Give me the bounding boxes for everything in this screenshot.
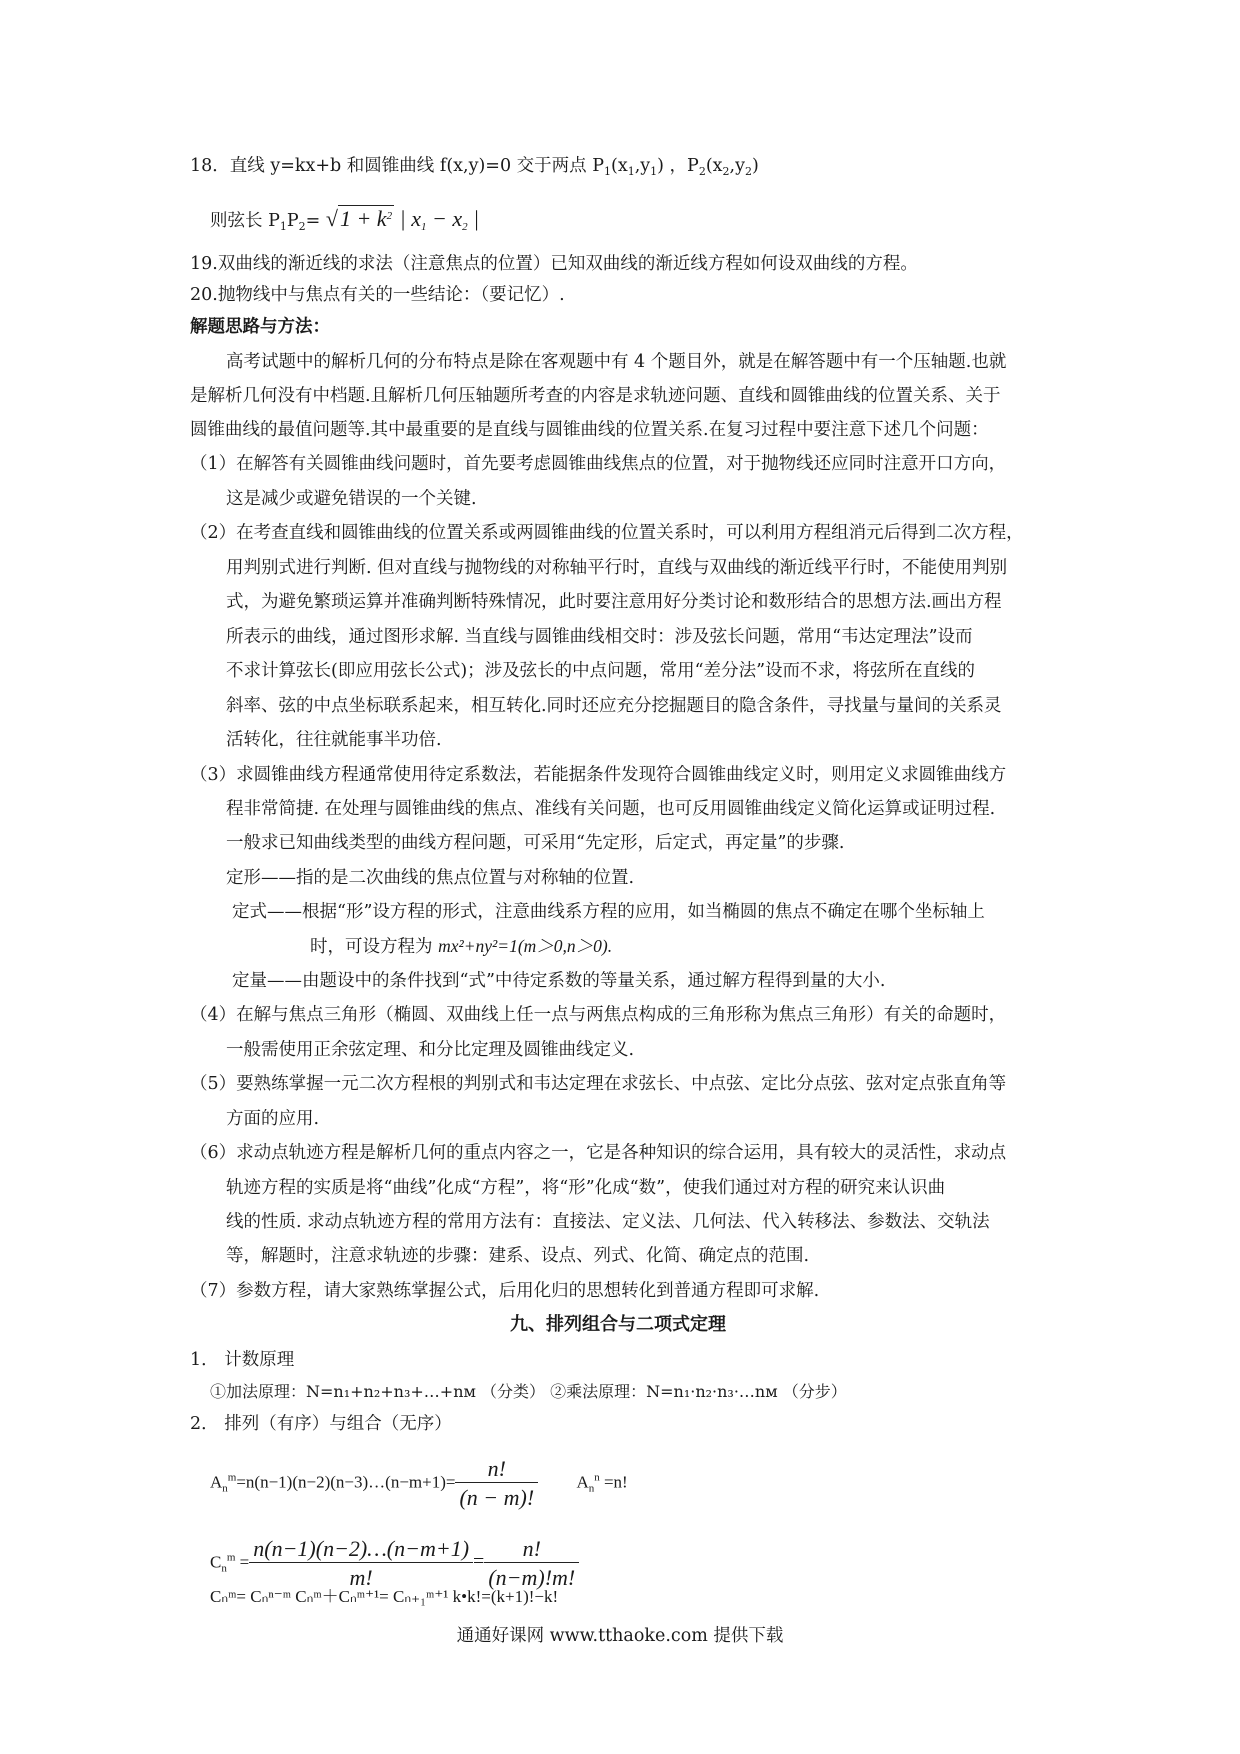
numerator: n! [522,1536,541,1561]
text-fragment: A [210,1472,223,1492]
item-19: 19.双曲线的渐近线的求法（注意焦点的位置）已知双曲线的渐近线方程如何设双曲线的方程。 [190,254,918,274]
method-heading: 解题思路与方法： [190,317,330,337]
text-fragment: P [286,211,299,231]
text-fragment: (x [705,156,723,176]
subscript: 2 [722,165,730,178]
text-fragment: ) [751,156,759,176]
point-4-line: 一般需使用正余弦定理、和分比定理及圆锥曲线定义. [226,1040,635,1060]
counting-principle-heading: 1． 计数原理 [190,1350,295,1370]
point-3-line: 定式——根据“形”设方程的形式，注意曲线系方程的应用，如当椭圆的焦点不确定在哪个坐标轴上 [232,902,985,922]
point-2-line: 活转化，往往就能事半功倍. [226,730,442,750]
subscript: 1 [420,221,427,233]
point-3-line: 一般求已知曲线类型的曲线方程问题，可采用“先定形，后定式，再定量”的步骤. [226,833,845,853]
point-3-line: 定形——指的是二次曲线的焦点位置与对称轴的位置. [226,868,635,888]
chord-length-formula [210,200,479,243]
numerator: n(n−1)(n−2)…(n−m+1) [253,1536,470,1561]
point-2-line: （2）在考查直线和圆锥曲线的位置关系或两圆锥曲线的位置关系时，可以利用方程组消元后得到二次方程， [190,523,1024,543]
text-fragment: | x [399,206,421,231]
page-footer: 通通好课网 www.tthaoke.com 提供下载 [456,1626,784,1646]
superscript: n [594,1471,600,1484]
subscript: n [588,1482,595,1495]
combination-fraction-1 [249,1536,473,1591]
point-2-line: 式，为避免繁琐运算并准确判断特殊情况，此时要注意用好分类讨论和数形结合的思想方法.画出方程 [226,592,1002,612]
sqrt-symbol: $√1 + k^2$ [325,206,393,231]
subscript: 2 [462,221,468,233]
counting-principle-formula: ①加法原理：N=n₁+n₂+n₃+…+nм （分类） ②乘法原理：N=n₁·n₂·n₃·…nм （分步） [210,1382,847,1401]
denominator: m! [249,1562,473,1591]
subscript: 2 [744,165,752,178]
text-fragment: = [473,1550,485,1573]
point-5-line: 方面的应用. [226,1109,320,1129]
text-fragment: ) ，P [657,156,699,176]
combination-identities: Cₙᵐ= Cₙⁿ⁻ᵐ Cₙᵐ＋Cₙᵐ⁺¹= Cₙ₊₁ᵐ⁺¹ k•k!=(k+1)!−k! [210,1587,559,1606]
subscript: 2 [298,220,306,233]
superscript: m [226,1551,236,1564]
numerator: n! [487,1456,506,1481]
permutation-heading: 2． 排列（有序）与组合（无序） [190,1414,452,1434]
text-fragment: (x [611,156,628,176]
radicand [338,205,394,231]
point-5-line: （5）要熟练掌握一元二次方程根的判别式和韦达定理在求弦长、中点弦、定比分点弦、弦对定点张直角等 [190,1074,1007,1094]
point-6-line: 线的性质. 求动点轨迹方程的常用方法有：直接法、定义法、几何法、代入转移法、参数法、交轨法 [226,1212,990,1232]
text-fragment: ,y [729,156,745,176]
point-3-line [310,934,612,959]
text-fragment: | [467,206,480,231]
point-6-line: （6）求动点轨迹方程是解析几何的重点内容之一，它是各种知识的综合运用，具有较大的灵活性，求动点 [190,1143,1007,1163]
section-9-title: 九、排列组合与二项式定理 [510,1314,726,1335]
paragraph-line: 是解析几何没有中档题.且解析几何压轴题所考查的内容是求轨迹问题、直线和圆锥曲线的位置关系、关于 [190,386,1001,406]
superscript: 2 [386,210,393,222]
point-2-line: 不求计算弦长(即应用弦长公式)；涉及弦长的中点问题，常用“差分法”设而不求，将弦所在直线的 [226,661,976,681]
point-4-line: （4）在解与焦点三角形（椭圆、双曲线上任一点与两焦点构成的三角形称为焦点三角形）有关的命题时， [190,1005,1007,1025]
text-fragment: − x [426,206,463,231]
item-20: 20.抛物线中与焦点有关的一些结论：（要记忆）. [190,285,565,305]
subscript: n [222,1482,228,1495]
text-fragment: 则弦长 P [210,211,280,231]
subscript: 1 [279,220,287,233]
combination-formula [210,1536,579,1591]
item-18-line [190,154,759,184]
point-3-line: （3）求圆锥曲线方程通常使用待定系数法，若能据条件发现符合圆锥曲线定义时，则用定义求圆锥曲线方 [190,765,1007,785]
subscript: n [221,1562,227,1575]
subscript: 1 [604,165,611,178]
point-1-line: （1）在解答有关圆锥曲线问题时，首先要考虑圆锥曲线焦点的位置，对于抛物线还应同时注意开口方向， [190,454,1007,474]
text-fragment: A [576,1472,589,1492]
subscript: 1 [627,165,635,178]
text-fragment: = [235,1552,250,1572]
point-2-line: 斜率、弦的中点坐标联系起来，相互转化.同时还应充分挖掘题目的隐含条件，寻找量与量间的关系灵 [226,696,1002,716]
point-7-line: （7）参数方程，请大家熟练掌握公式，后用化归的思想转化到普通方程即可求解. [190,1281,820,1301]
combination-fraction-2 [484,1536,579,1591]
subscript: 2 [698,165,706,178]
text-fragment: 1 + k [339,206,387,231]
point-3-line: 程非常简捷. 在处理与圆锥曲线的焦点、准线有关问题，也可反用圆锥曲线定义简化运算或证明过程. [226,799,996,819]
point-6-line: 等，解题时，注意求轨迹的步骤：建系、设点、列式、化简、确定点的范围. [226,1246,810,1266]
text-fragment: 时，可设方程为 [310,937,439,957]
permutation-formula [210,1456,628,1511]
superscript: m [227,1471,237,1484]
denominator: (n−m)!m! [484,1562,579,1591]
paragraph-line: 高考试题中的解析几何的分布特点是除在客观题中有 4 个题目外，就是在解答题中有一个压轴题.也就 [226,352,1007,372]
point-1-line: 这是减少或避免错误的一个关键. [226,489,477,509]
permutation-fraction [455,1456,538,1511]
text-fragment: ,y [634,156,651,176]
paragraph-line: 圆锥曲线的最值问题等.其中最重要的是直线与圆锥曲线的位置关系.在复习过程中要注意下述几个问题： [190,420,989,440]
text-fragment: =n! [599,1472,628,1492]
point-2-line: 用判别式进行判断. 但对直线与抛物线的对称轴平行时，直线与双曲线的渐近线平行时，不能使用判别 [226,558,1008,578]
text-fragment: =n(n−1)(n−2)(n−3)…(n−m+1)= [236,1472,456,1492]
text-fragment: = [305,211,321,231]
point-6-line: 轨迹方程的实质是将“曲线”化成“方程”，将“形”化成“数”，使我们通过对方程的研究来认识曲 [226,1178,946,1198]
point-2-line: 所表示的曲线，通过图形求解. 当直线与圆锥曲线相交时：涉及弦长问题，常用“韦达定理法”设而 [226,627,973,647]
abs-expression [400,206,480,231]
text-fragment: C [210,1552,222,1572]
denominator: (n − m)! [455,1482,538,1511]
point-3-line: 定量——由题设中的条件找到“式”中待定系数的等量关系，通过解方程得到量的大小. [232,971,886,991]
item-18-text: 18．直线 y=kx+b 和圆锥曲线 f(x,y)=0 交于两点 P [190,156,604,176]
subscript: 1 [650,165,658,178]
equation: mx²+ny²=1(m＞0,n＞0). [438,936,613,956]
